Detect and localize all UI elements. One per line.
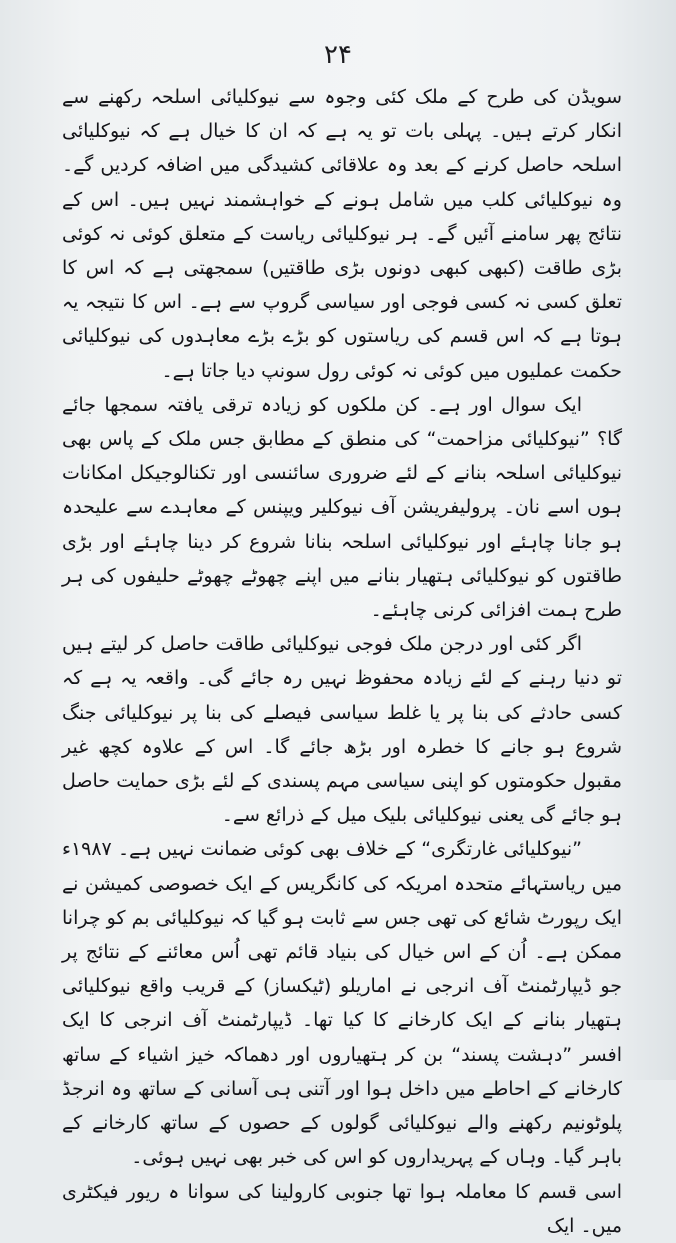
page-body-text	[62, 80, 622, 1237]
paragraph-deterrence-logic: ایک سوال اور ہے۔ کن ملکوں کو زیادہ ترقی یافتہ سمجھا جائے گا؟ ”نیوکلیائی مزاحمت“ کی منطق کے مطابق جس ملک کے پاس بھی نیوکلیائی اسلحہ بنانے کے لئے ضروری سائنسی اور تکنالوجیکل امکانات ہوں اسے نان۔ پرولیفریشن آف نیوکلیر ویپنس کے معاہدے سے علیحدہ ہو جانا چاہئے اور نیوکلیائی اسلحہ بنانا شروع کر دینا چاہئے اور بڑی طاقتوں کو نیوکلیائی ہتھیار بنانے میں اپنے چھوٹے چھوٹے حلیفوں کی ہر طرح ہمت افزائی کرنی چاہئے۔	[62, 393, 622, 622]
paragraph-swedish-refusal: سویڈن کی طرح کے ملک کئی وجوہ سے نیوکلیائی اسلحہ رکھنے سے انکار کرتے ہیں۔ پہلی بات تو یہ ہے کہ ان کا خیال ہے کہ نیوکلیائی اسلحہ حاصل کرنے کے بعد وہ علاقائی کشیدگی میں اضافہ کردیں گے۔ وہ نیوکلیائی کلب میں شامل ہونے کے خواہشمند نہیں ہیں۔ اس کے نتائج پھر سامنے آئیں گے۔ ہر نیوکلیائی ریاست کے متعلق کوئی نہ کوئی بڑی طاقت (کبھی کبھی دونوں بڑی طاقتیں) سمجھتی ہے کہ اس کا تعلق کسی نہ کسی فوجی اور سیاسی گروپ سے ہے۔ اس کا نتیجہ یہ ہوتا ہے کہ اس قسم کی ریاستوں کو بڑے بڑے معاہدوں کی نیوکلیائی حکمت عملیوں میں کوئی نہ کوئی رول سونپ دیا جاتا ہے۔	[62, 86, 622, 382]
paragraph-savannah-river: اسی قسم کا معاملہ ہوا تھا جنوبی کارولینا کی سوانا ہ ریور فیکٹری میں۔ ایک	[62, 1180, 622, 1237]
page-number: ۲۴	[324, 40, 352, 70]
paragraph-nuclear-sabotage: ”نیوکلیائی غارتگری“ کے خلاف بھی کوئی ضمانت نہیں ہے۔ ۱۹۸۷ء میں ریاستہائے متحدہ امریکہ کی کانگریس کے ایک خصوصی کمیشن نے ایک رپورٹ شائع کی تھی جس سے ثابت ہو گیا کہ نیوکلیائی بم کو چرانا ممکن ہے۔ اُن کے اس خیال کی بنیاد قائم تھی اُس معائنے کے نتائج پر جو ڈیپارٹمنٹ آف انرجی نے اماریلو (ٹیکساز) کے قریب واقع نیوکلیائی ہتھیار بنانے کے ایک کارخانے کا کیا تھا۔ ڈیپارٹمنٹ آف انرجی کا ایک افسر ”دہشت پسند“ بن کر ہتھیاروں اور دھماکہ خیز اشیاء کے ساتھ کارخانے کے احاطے میں داخل ہوا اور آتنی ہی آسانی کے ساتھ وہ انرجڈ پلوٹونیم رکھنے والے نیوکلیائی گولوں کے حصوں کے ساتھ کارخانے کے باہر گیا۔ وہاں کے پہریداروں کو اس کی خبر بھی نہیں ہوئی۔	[62, 838, 622, 1169]
paragraph-world-safety: اگر کئی اور درجن ملک فوجی نیوکلیائی طاقت حاصل کر لیتے ہیں تو دنیا رہنے کے لئے زیادہ محفوظ نہیں رہ جائے گی۔ واقعہ یہ ہے کہ کسی حادثے کی بنا پر یا غلط سیاسی فیصلے کی بنا پر نیوکلیائی جنگ شروع ہو جانے کا خطرہ اور بڑھ جائے گا۔ اس کے علاوہ کچھ غیر مقبول حکومتوں کو اپنی سیاسی مہم پسندی کے لئے بڑی حمایت حاصل ہو جائے گی یعنی نیوکلیائی بلیک میل کے ذرائع سے۔	[62, 633, 622, 827]
